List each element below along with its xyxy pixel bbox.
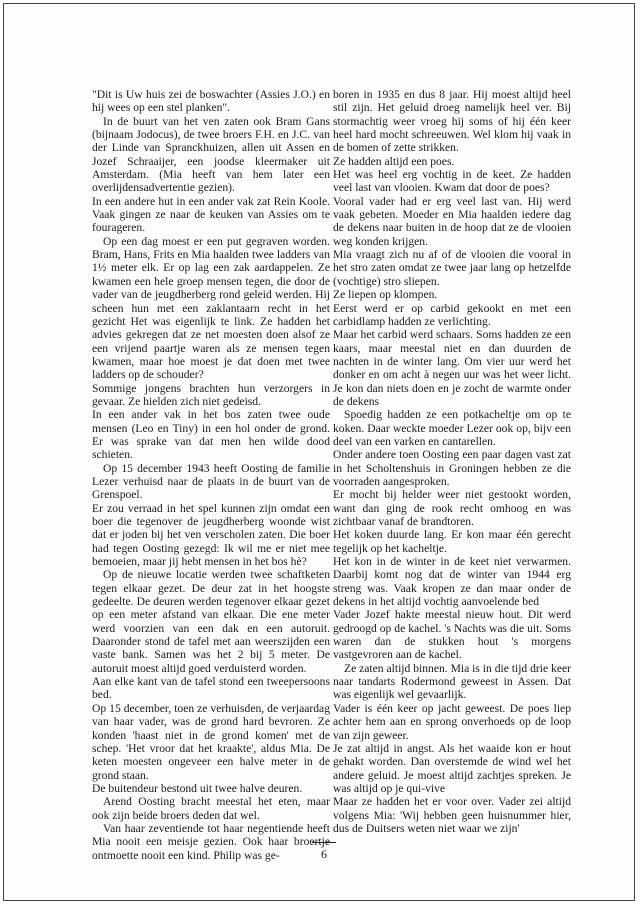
paragraph: Mia vraagt zich nu af of de vlooien die vooral in het stro zaten omdat ze twee jaar lang op hetzelfde (vochtige) stro sliepen. [333,248,571,288]
paragraph: Het kon in de winter in de keet niet verwarmen. Daarbij komt nog dat de winter van 1944 erg streng was. Vaak kropen ze dan maar onder de dekens in het altijd vochtig aanvoelende bed [333,555,571,609]
paragraph: Spoedig hadden ze een potkacheltje om op te koken. Daar weckte moeder Lezer ook op, bijv een deel van een varken en cantarellen. [333,408,571,448]
right-text-column [333,88,571,835]
paragraph: Ze zaten altijd binnen. Mia is in die tijd drie keer naar tandarts Rodermond geweest in Assen. Dat was eigenlijk wel gevaarlijk. [333,661,571,702]
paragraph: Je zat altijd in angst. Als het waaide kon er hout gehakt worden. Dan overstemde de wind wel het andere geluid. Je moest altijd zachtjes spreken. Je was altijd op je qui-vive [333,741,571,795]
paragraph: "Dit is Uw huis zei de boswachter (Assies J.O.) en hij wees op een stel planken". [92,88,330,115]
paragraph: Vader is één keer op jacht geweest. De poes liep achter hem aan en sprong onverhoeds op de loop van zijn geweer. [333,701,571,742]
paragraph: In een ander vak in het bos zaten twee oude mensen (Leo en Tiny) in een hol onder de grond. Er was sprake van dat men hen wilde dood schieten. [92,408,330,462]
paragraph: boren in 1935 en dus 8 jaar. Hij moest altijd heel stil zijn. Het geluid droeg namelijk heel ver. Bij stormachtig weer vroeg hij soms of hij één keer heel hard mocht schreeuwen. Wel klom hij vaak in de bomen of zette strikken. [333,88,571,155]
paragraph: Het koken duurde lang. Er kon maar één gerecht tegelijk op het kacheltje. [333,528,571,555]
paragraph: Van haar zeventiende tot haar negentiende heeft Mia nooit een meisje gezien. Ook haar broertje ontmoette nooit een kind. Philip was ge- [92,821,330,862]
paragraph: Op 15 december 1943 heeft Oosting de familie Lezer verhuisd naar de plaats in de buurt van de Grenspoel. [92,461,330,502]
paragraph: Arend Oosting bracht meestal het eten, maar ook zijn beide broers deden dat wel. [92,795,330,822]
paragraph: De buitendeur bestond uit twee halve deuren. [92,781,303,795]
paragraph: In een andere hut in een ander vak zat Rein Koole. Vaak gingen ze naar de keuken van Assies om te fourageren. [92,194,330,235]
paragraph: Eerst werd er op carbid gekookt en met een carbidlamp hadden ze verlichting. [333,301,571,328]
paragraph: Er zou verraad in het spel kunnen zijn omdat een boer die tegenover de jeugdherberg woonde wist dat er joden bij het ven verscholen zaten. Die boer had tegen Oosting gezegd: Ik wil me er niet mee bemoeien, maar jij hebt mensen in het bos hè? [92,501,330,569]
page-number-rule [312,842,336,843]
paragraph: Aan elke kant van de tafel stond een tweepersoons bed. [92,675,330,702]
paragraph: Vooral vader had er erg veel last van. Hij werd vaak gebeten. Moeder en Mia haalden iedere dag de dekens naar buiten in de hoop dat ze de vlooien weg konden krijgen. [333,194,571,248]
paragraph: Maar ze hadden het er voor over. Vader zei altijd volgens Mia: 'Wij hebben geen huisnummer hier, dus de Duitsers weten niet waar we zijn' [333,795,571,835]
paragraph: Ze hadden altijd een poes. [333,154,455,168]
page-number: 6 [321,847,327,861]
paragraph: Op een dag moest er een put gegraven worden. Bram, Hans, Frits en Mia haalden twee ladders van 1½ meter elk. Er op lag een zak aardappelen. Ze kwamen een hele groep mensen tegen, die door de vader van de jeugdherberg rond geleid werden. Hij scheen hun met een zaklantaarn recht in het gezicht Het was eigenlijk te link. Ze hadden het advies gekregen dat ze net moesten doen alsof ze een vrijend paartje waren als ze mensen tegen kwamen, maar hoe moest je dat doen met twee ladders op de schouder? [92,234,330,382]
paragraph: Op de nieuwe locatie werden twee schaftketen tegen elkaar gezet. De deur zat in het hoogste gedeelte. De deuren werden tegenover elkaar gezet op een meter afstand van elkaar. Die ene meter werd voorzien van een dak en een autoruit. Daaronder stond de tafel met aan weerszijden een vaste bank. Samen was het 2 bij 5 meter. De autoruit moest altijd goed verduisterd worden. [92,568,330,675]
paragraph: Vader Jozef hakte meestal nieuw hout. Dit werd gedroogd op de kachel. 's Nachts was die uit. Soms waren dan de stukken hout 's morgens vastgevroren aan de kachel. [333,608,571,662]
paragraph: Maar het carbid werd schaars. Soms hadden ze een kaars, maar meestal niet en dan duurden de nachten in de winter lang. Om vier uur werd het donker en om acht à negen uur was het weer licht. Je kon dan niets doen en je zocht de warmte onder de dekens [333,328,571,408]
paragraph: Ze liepen op klompen. [333,288,438,302]
paragraph: Sommige jongens brachten hun verzorgers in gevaar. Ze hielden zich niet gedeisd. [92,381,330,408]
document-page [3,3,635,901]
left-text-column [92,88,330,862]
paragraph: Onder andere toen Oosting een paar dagen vast zat in het Scholtenshuis in Groningen hebben ze die voorraden aangesproken. [333,448,571,488]
paragraph: Er mocht bij helder weer niet gestookt worden, want dan ging de rook recht omhoog en was zichtbaar vanaf de brandtoren. [333,488,571,528]
paragraph: In de buurt van het ven zaten ook Bram Gans (bijnaam Jodocus), de twee broers F.H. en J.C. van der Linde van Spranckhuizen, allen uit Assen en Jozef Schraaijer, een joodse kleermaker uit Amsterdam. (Mia heeft van hem later een overlijdensadvertentie gezien). [92,114,330,195]
paragraph: Het was heel erg vochtig in de keet. Ze hadden veel last van vlooien. Kwam dat door de poes? [333,168,571,195]
paragraph: Op 15 december, toen ze verhuisden, de verjaardag van haar vader, was de grond hard bevroren. Ze konden 'haast niet in de grond komen' met de schep. 'Het vroor dat het kraakte', aldus Mia. De keten moesten ongeveer een halve meter in de grond staan. [92,701,330,782]
